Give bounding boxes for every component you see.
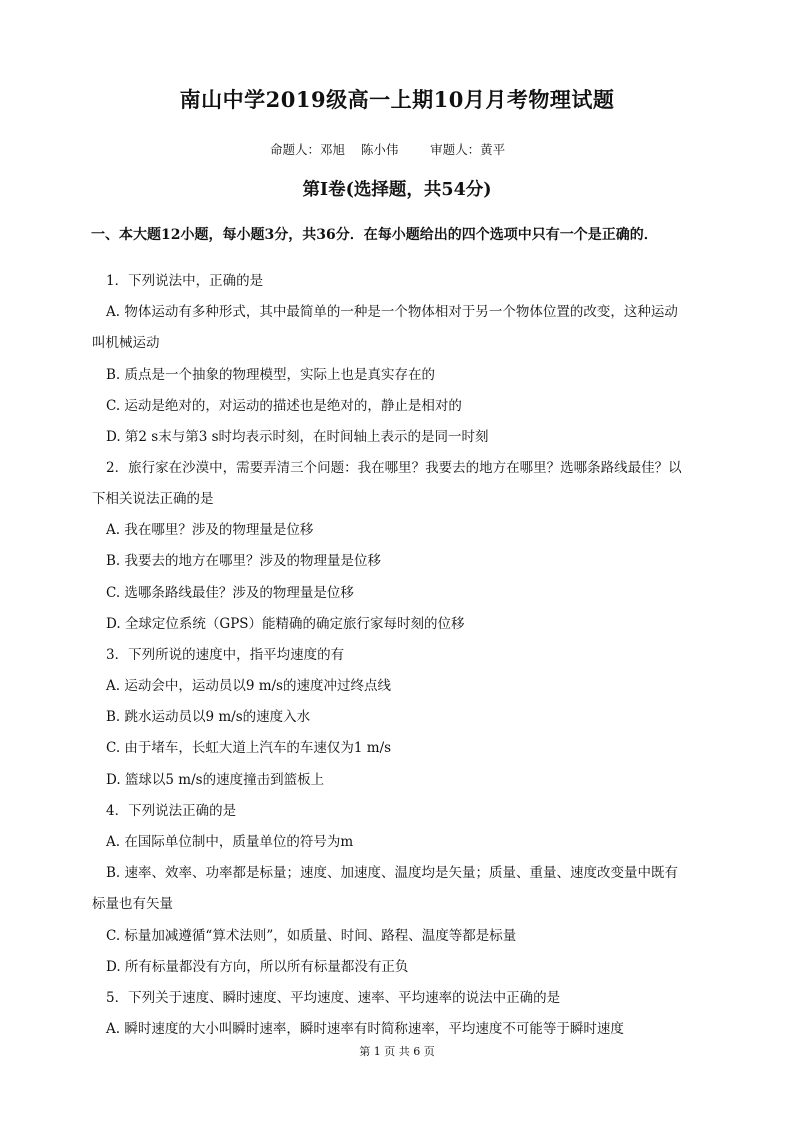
page-indicator: 第 1 页 共 6 页 [359, 1045, 435, 1058]
option-line: C. 运动是绝对的，对运动的描述也是绝对的，静止是相对的 [106, 398, 462, 414]
option-line: A. 在国际单位制中，质量单位的符号为m [106, 834, 354, 850]
option-line: C. 标量加减遵循“算术法则”，如质量、时间、路程、温度等都是标量 [106, 928, 517, 944]
question-stem: 3．下列所说的速度中，指平均速度的有 [106, 647, 345, 663]
question-stem: 1．下列说法中，正确的是 [106, 273, 264, 289]
option-line: B. 我要去的地方在哪里？涉及的物理量是位移 [106, 553, 382, 569]
option-line: A. 瞬时速度的大小叫瞬时速率，瞬时速率有时简称速率，平均速度不可能等于瞬时速度 [106, 1021, 624, 1037]
question-stem-continued: 下相关说法正确的是 [92, 491, 214, 507]
question-stem: 4．下列说法正确的是 [106, 803, 237, 819]
part-one-heading: 一、本大题12小题，每小题3分，共36分．在每小题给出的四个选项中只有一个是正确的． [91, 227, 658, 243]
option-line: D. 第2 s末与第3 s时均表示时刻，在时间轴上表示的是同一时刻 [106, 429, 489, 445]
exam-title: 南山中学2019级高一上期10月月考物理试题 [179, 87, 615, 112]
option-line: D. 所有标量都没有方向，所以所有标量都没有正负 [106, 959, 409, 975]
option-line: C. 由于堵车，长虹大道上汽车的车速仅为1 m/s [106, 740, 392, 756]
question-stem: 5．下列关于速度、瞬时速度、平均速度、速率、平均速率的说法中正确的是 [106, 990, 561, 1006]
option-line: A. 物体运动有多种形式，其中最简单的一种是一个物体相对于另一个物体位置的改变，这种运动 [106, 304, 678, 320]
option-line: B. 跳水运动员以9 m/s的速度入水 [106, 709, 311, 725]
option-line: D. 篮球以5 m/s的速度撞击到篮板上 [106, 772, 325, 788]
option-line: A. 我在哪里？涉及的物理量是位移 [106, 522, 314, 538]
section-title: 第Ⅰ卷(选择题，共54分) [302, 180, 492, 200]
authors-line: 命题人：邓旭 陈小伟 审题人：黄平 [270, 142, 506, 157]
option-line-continued: 叫机械运动 [92, 335, 160, 351]
option-line: A. 运动会中，运动员以9 m/s的速度冲过终点线 [106, 678, 391, 694]
option-line: C. 选哪条路线最佳？涉及的物理量是位移 [106, 585, 354, 601]
option-line: B. 质点是一个抽象的物理模型，实际上也是真实存在的 [106, 367, 436, 383]
option-line: D. 全球定位系统（GPS）能精确的确定旅行家每时刻的位移 [106, 616, 465, 632]
question-stem: 2．旅行家在沙漠中，需要弄清三个问题：我在哪里？我要去的地方在哪里？选哪条路线最佳？以 [106, 460, 682, 476]
option-line-continued: 标量也有矢量 [92, 896, 173, 912]
option-line: B. 速率、效率、功率都是标量；速度、加速度、温度均是矢量；质量、重量、速度改变量中既有 [106, 865, 679, 881]
